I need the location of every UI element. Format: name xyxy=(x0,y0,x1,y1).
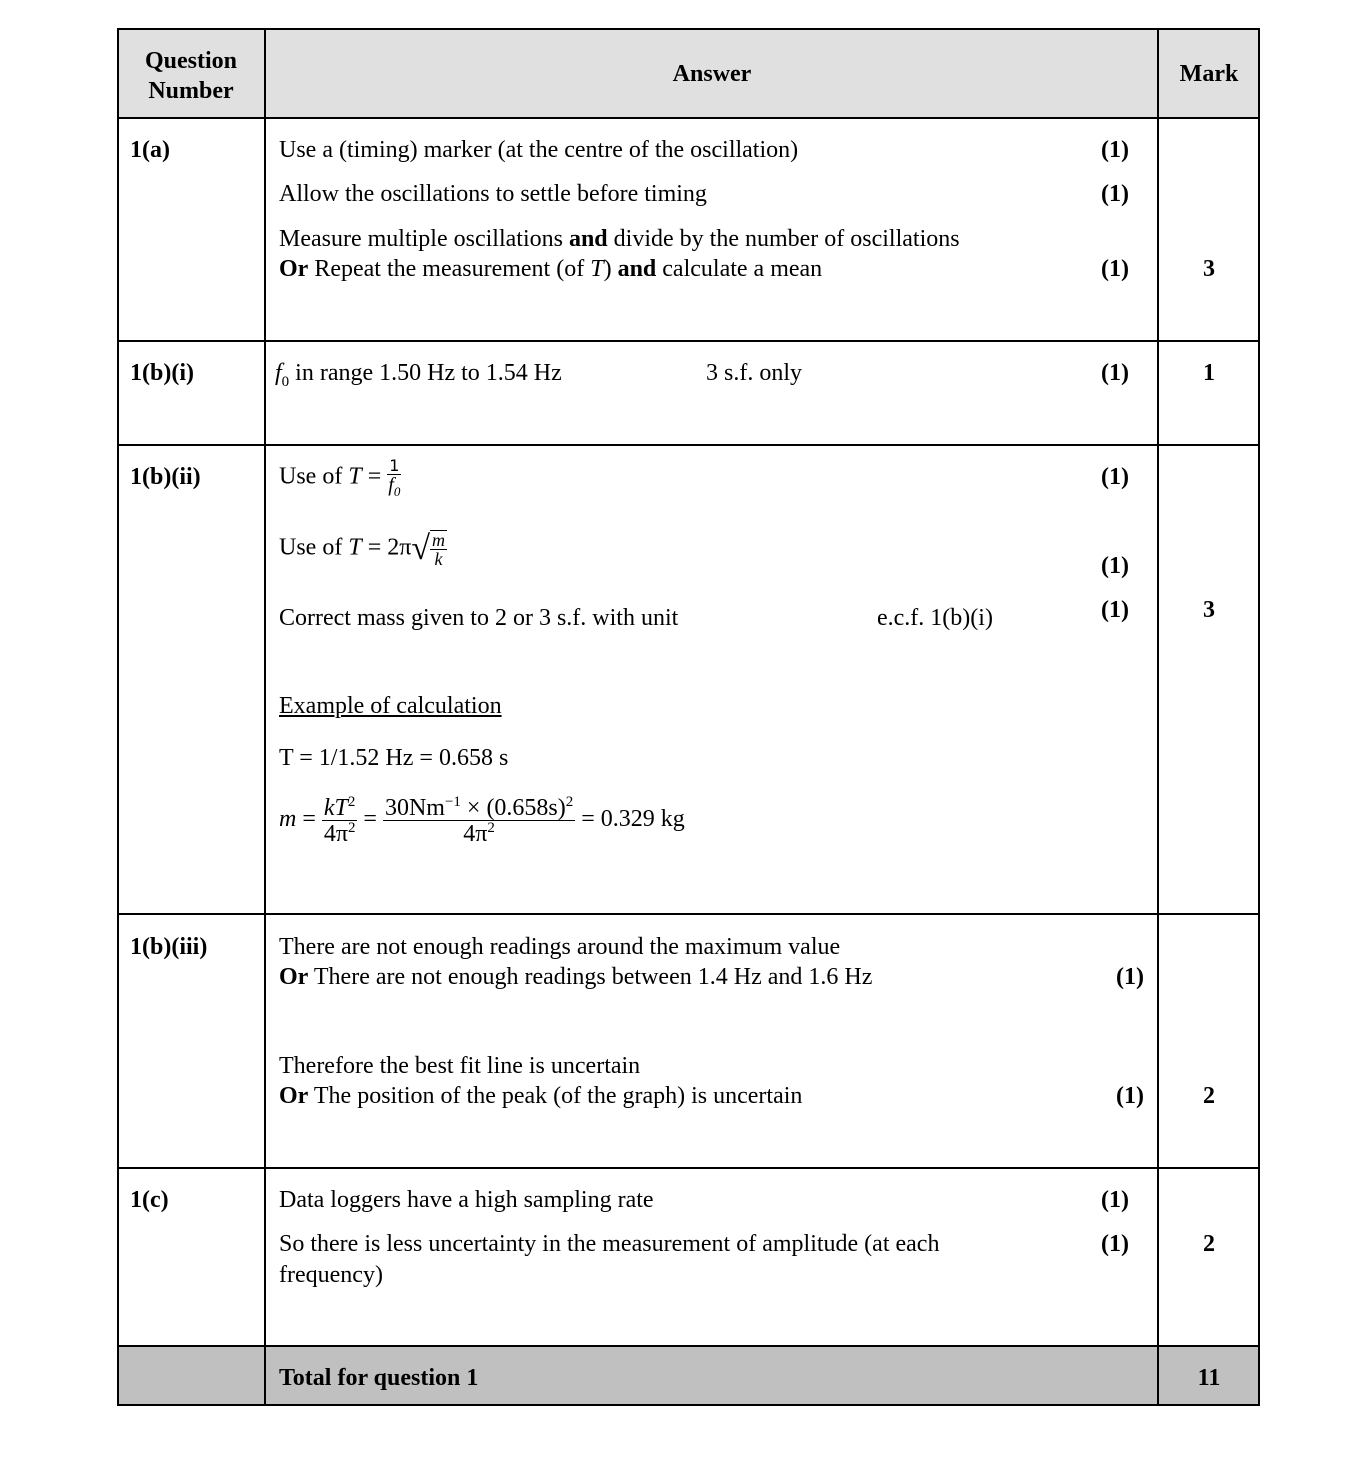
divider xyxy=(264,28,266,1406)
total-label: Total for question 1 xyxy=(279,1365,479,1391)
mark: (1) xyxy=(1116,964,1144,990)
example-heading-text: Example of calculation xyxy=(279,693,502,719)
mark: (1) xyxy=(1101,181,1129,207)
divider xyxy=(117,444,1260,446)
answer-line: Data loggers have a high sampling rate xyxy=(279,1187,654,1213)
answer-note: e.c.f. 1(b)(i) xyxy=(877,605,993,631)
mark: (1) xyxy=(1101,256,1129,282)
divider xyxy=(117,117,1260,119)
answer-line: $f_0$ in range 1.50 Hz to 1.54 Hz xyxy=(275,360,562,390)
example-heading xyxy=(279,694,502,718)
divider xyxy=(1157,28,1159,1406)
mark-total: 3 xyxy=(1203,597,1215,623)
formula-period-frequency: Use of T = $\frac{1}{f_0}$ xyxy=(279,456,401,499)
answer-line: Correct mass given to 2 or 3 s.f. with unit xyxy=(279,605,679,631)
header-answer: Answer xyxy=(672,61,752,87)
question-number: 1(c) xyxy=(130,1187,169,1213)
answer-line: There are not enough readings around the maximum value xyxy=(279,934,841,960)
mark-total: 1 xyxy=(1203,360,1215,386)
answer-line: Therefore the best fit line is uncertain xyxy=(279,1053,641,1079)
mark: (1) xyxy=(1101,553,1129,579)
total-mark: 11 xyxy=(1197,1365,1221,1391)
answer-line: Allow the oscillations to settle before timing xyxy=(279,181,707,207)
mark-total: 3 xyxy=(1203,256,1215,282)
divider xyxy=(117,913,1260,915)
divider xyxy=(117,340,1260,342)
header-mark: Mark xyxy=(1179,61,1239,87)
question-number: 1(b)(ii) xyxy=(130,464,201,490)
mark: (1) xyxy=(1101,464,1129,490)
divider xyxy=(117,1167,1260,1169)
answer-line: Or Repeat the measurement (of T) and calculate a mean xyxy=(279,256,823,282)
header-question-number: Question Number xyxy=(144,48,237,104)
answer-line: frequency) xyxy=(279,1262,383,1288)
divider xyxy=(117,1345,1260,1347)
question-number: 1(b)(iii) xyxy=(130,934,208,960)
question-number: 1(b)(i) xyxy=(130,360,194,386)
question-number: 1(a) xyxy=(130,137,170,163)
answer-line: Use a (timing) marker (at the centre of the oscillation) xyxy=(279,137,799,163)
mark: (1) xyxy=(1101,597,1129,623)
mark: (1) xyxy=(1116,1083,1144,1109)
answer-line: So there is less uncertainty in the measurement of amplitude (at each xyxy=(279,1231,940,1257)
mark-total: 2 xyxy=(1203,1231,1215,1257)
example-mass: m = $\frac{kT^2}{4\pi^2}$ = $\frac{30Nm^{-1} \times (0.658s)^2}{4\pi^2}$ = 0.329 kg xyxy=(279,794,685,847)
mark-total: 2 xyxy=(1203,1083,1215,1109)
answer-line: Or There are not enough readings between 1.4 Hz and 1.6 Hz xyxy=(279,964,873,990)
answer-line: Or The position of the peak (of the graph) is uncertain xyxy=(279,1083,803,1109)
mark: (1) xyxy=(1101,137,1129,163)
answer-note: 3 s.f. only xyxy=(706,360,802,386)
mark: (1) xyxy=(1101,1187,1129,1213)
answer-line: Measure multiple oscillations and divide by the number of oscillations xyxy=(279,226,960,252)
mark: (1) xyxy=(1101,1231,1129,1257)
example-period: T = 1/1.52 Hz = 0.658 s xyxy=(279,745,509,771)
mark: (1) xyxy=(1101,360,1129,386)
formula-period-mass-spring: Use of T = 2π√ $\frac{m}{k}$ xyxy=(279,530,446,569)
